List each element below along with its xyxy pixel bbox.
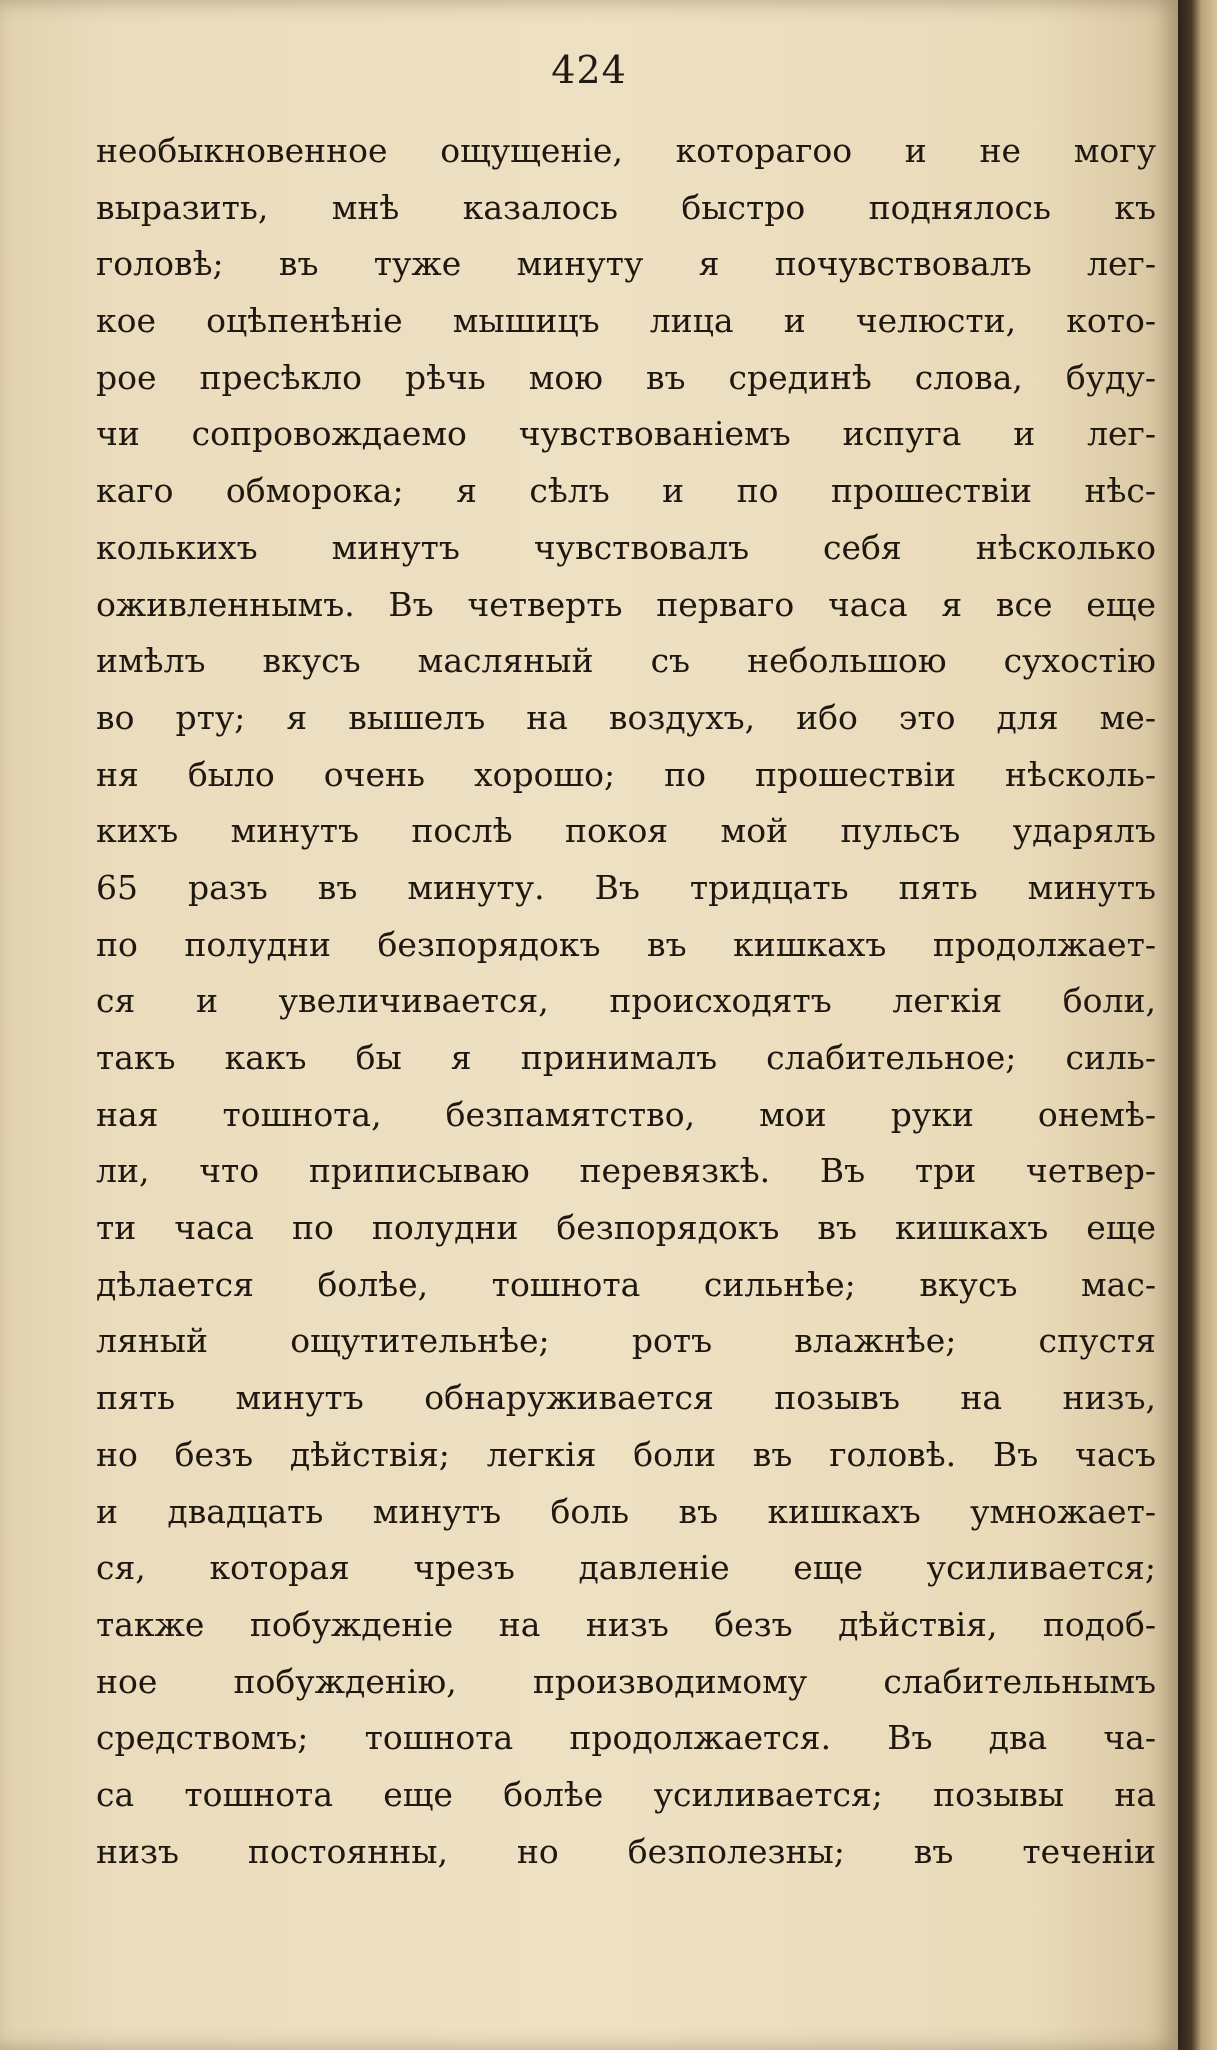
text-line: ся, которая чрезъ давленіе еще усиливается; [96,1548,1156,1588]
text-line: кихъ минутъ послѣ покоя мой пульсъ ударялъ [96,811,1156,851]
text-line: ти часа по полудни безпорядокъ въ кишкахъ еще [96,1208,1156,1248]
text-line: головѣ; въ туже минуту я почувствовалъ лег- [96,244,1156,284]
text-line: имѣлъ вкусъ масляный съ небольшою сухостію [96,641,1156,681]
text-line: дѣлается болѣе, тошнота сильнѣе; вкусъ мас- [96,1264,1156,1304]
text-line: низъ постоянны, но безполезны; въ теченіи [96,1831,1156,1871]
text-line: во рту; я вышелъ на воздухъ, ибо это для ме- [96,697,1156,737]
text-line: са тошнота еще болѣе усиливается; позывы на [96,1774,1156,1814]
page-number: 424 [551,48,627,92]
text-line: оживленнымъ. Въ четверть перваго часа я все еще [96,584,1156,624]
text-line: колькихъ минутъ чувствовалъ себя нѣсколько [96,527,1156,567]
text-line: ная тошнота, безпамятство, мои руки онемѣ- [96,1094,1156,1134]
text-line: ня было очень хорошо; по прошествіи нѣсколь- [96,754,1156,794]
text-line: ное побужденію, производимому слабительнымъ [96,1661,1156,1701]
text-line: ляный ощутительнѣе; ротъ влажнѣе; спустя [96,1321,1156,1361]
text-line: ся и увеличивается, происходятъ легкія боли, [96,981,1156,1021]
book-gutter [1178,0,1217,2050]
text-line: средствомъ; тошнота продолжается. Въ два ча- [96,1718,1156,1758]
text-line: 65 разъ въ минуту. Въ тридцать пять минутъ [96,867,1156,907]
text-line: по полудни безпорядокъ въ кишкахъ продолжает- [96,924,1156,964]
text-line: пять минутъ обнаруживается позывъ на низъ, [96,1378,1156,1418]
text-line: такъ какъ бы я принималъ слабительное; силь- [96,1038,1156,1077]
text-line: также побужденіе на низъ безъ дѣйствія, подоб- [96,1604,1156,1644]
text-line: кое оцѣпенѣніе мышицъ лица и челюсти, кото- [96,301,1156,341]
text-line: необыкновенное ощущеніе, которагоо и не могу [96,131,1156,170]
text-line: и двадцать минутъ боль въ кишкахъ умножает- [96,1491,1156,1531]
text-line: чи сопровождаемо чувствованіемъ испуга и лег- [96,414,1156,454]
text-line: ли, что приписываю перевязкѣ. Въ три четвер- [96,1151,1156,1191]
text-line: рое пресѣкло рѣчь мою въ срединѣ слова, буду- [96,357,1156,397]
text-line: но безъ дѣйствія; легкія боли въ головѣ. Въ часъ [96,1434,1156,1474]
text-line: выразить, мнѣ казалось быстро поднялось къ [96,187,1156,227]
text-line: каго обморока; я сѣлъ и по прошествіи нѣс- [96,471,1156,511]
text-block [96,123,1156,1880]
